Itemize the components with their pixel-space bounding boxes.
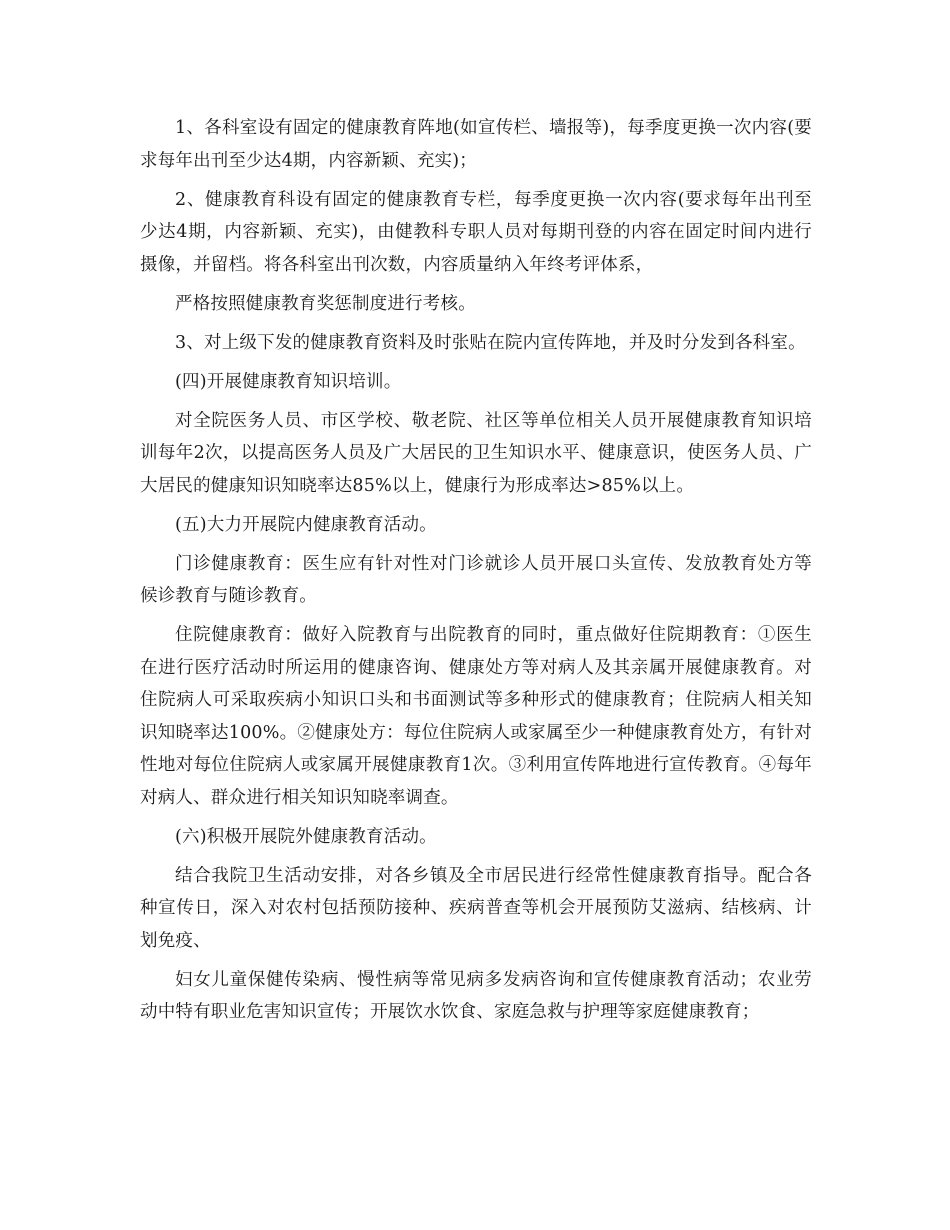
paragraph-1: 1、各科室设有固定的健康教育阵地(如宣传栏、墙报等)，每季度更换一次内容(要求每年出刊至少达4期，内容新颖、充实)； — [140, 118, 812, 171]
paragraph-8: 结合我院卫生活动安排，对各乡镇及全市居民进行经常性健康教育指导。配合各种宣传日，深入对农村包括预防接种、疾病普查等机会开展预防艾滋病、结核病、计划免疫、 — [140, 865, 812, 951]
section-heading-6: (六)积极开展院外健康教育活动。 — [175, 826, 437, 847]
paragraph-5: 对全院医务人员、市区学校、敬老院、社区等单位相关人员开展健康教育知识培训每年2次，以提高医务人员及广大居民的卫生知识水平、健康意识，使医务人员、广大居民的健康知识知晓率达85%以上，健康行为形成率达>85%以上。 — [140, 410, 812, 496]
paragraph-4: 3、对上级下发的健康教育资料及时张贴在院内宣传阵地，并及时分发到各科室。 — [175, 332, 806, 353]
paragraph-6: 门诊健康教育：医生应有针对性对门诊就诊人员开展口头宣传、发放教育处方等候诊教育与随诊教育。 — [140, 553, 812, 606]
document-body — [140, 112, 812, 1035]
paragraph-3: 严格按照健康教育奖惩制度进行考核。 — [175, 293, 476, 314]
paragraph-7: 住院健康教育：做好入院教育与出院教育的同时，重点做好住院期教育：①医生在进行医疗活动时所运用的健康咨询、健康处方等对病人及其亲属开展健康教育。对住院病人可采取疾病小知识口头和书面测试等多种形式的健康教育；住院病人相关知识知晓率达100%。②健康处方：每位住院病人或家属至少一种健康教育处方，有针对性地对每位住院病人或家属开展健康教育1次。③利用宣传阵地进行宣传教育。④每年对病人、群众进行相关知识知晓率调查。 — [140, 625, 812, 808]
paragraph-2: 2、健康教育科设有固定的健康教育专栏，每季度更换一次内容(要求每年出刊至少达4期，内容新颖、充实)，由健教科专职人员对每期刊登的内容在固定时间内进行摄像，并留档。将各科室出刊次数，内容质量纳入年终考评体系， — [140, 189, 812, 275]
section-heading-5: (五)大力开展院内健康教育活动。 — [175, 514, 437, 535]
paragraph-9: 妇女儿童保健传染病、慢性病等常见病多发病咨询和宣传健康教育活动；农业劳动中特有职业危害知识宣传；开展饮水饮食、家庭急救与护理等家庭健康教育； — [140, 969, 812, 1022]
section-heading-4: (四)开展健康教育知识培训。 — [175, 371, 402, 392]
